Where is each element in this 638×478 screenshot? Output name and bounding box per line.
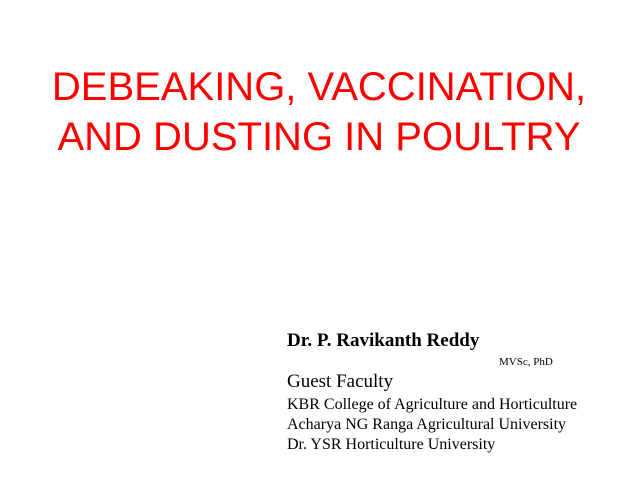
author-degrees: MVSc, PhD xyxy=(499,356,553,368)
author-block xyxy=(287,330,627,455)
affiliation-list xyxy=(287,395,627,455)
affiliation-university-2: Dr. YSR Horticulture University xyxy=(287,436,496,453)
affiliation-university-1: Acharya NG Ranga Agricultural University xyxy=(287,416,567,433)
title-line-1: DEBEAKING, VACCINATION, xyxy=(51,65,587,109)
affiliation-college: KBR College of Agriculture and Horticulture xyxy=(287,396,578,413)
author-position: Guest Faculty xyxy=(287,371,394,392)
author-name: Dr. P. Ravikanth Reddy xyxy=(287,330,480,351)
slide-title xyxy=(0,62,638,162)
title-line-2: AND DUSTING IN POULTRY xyxy=(57,115,581,159)
